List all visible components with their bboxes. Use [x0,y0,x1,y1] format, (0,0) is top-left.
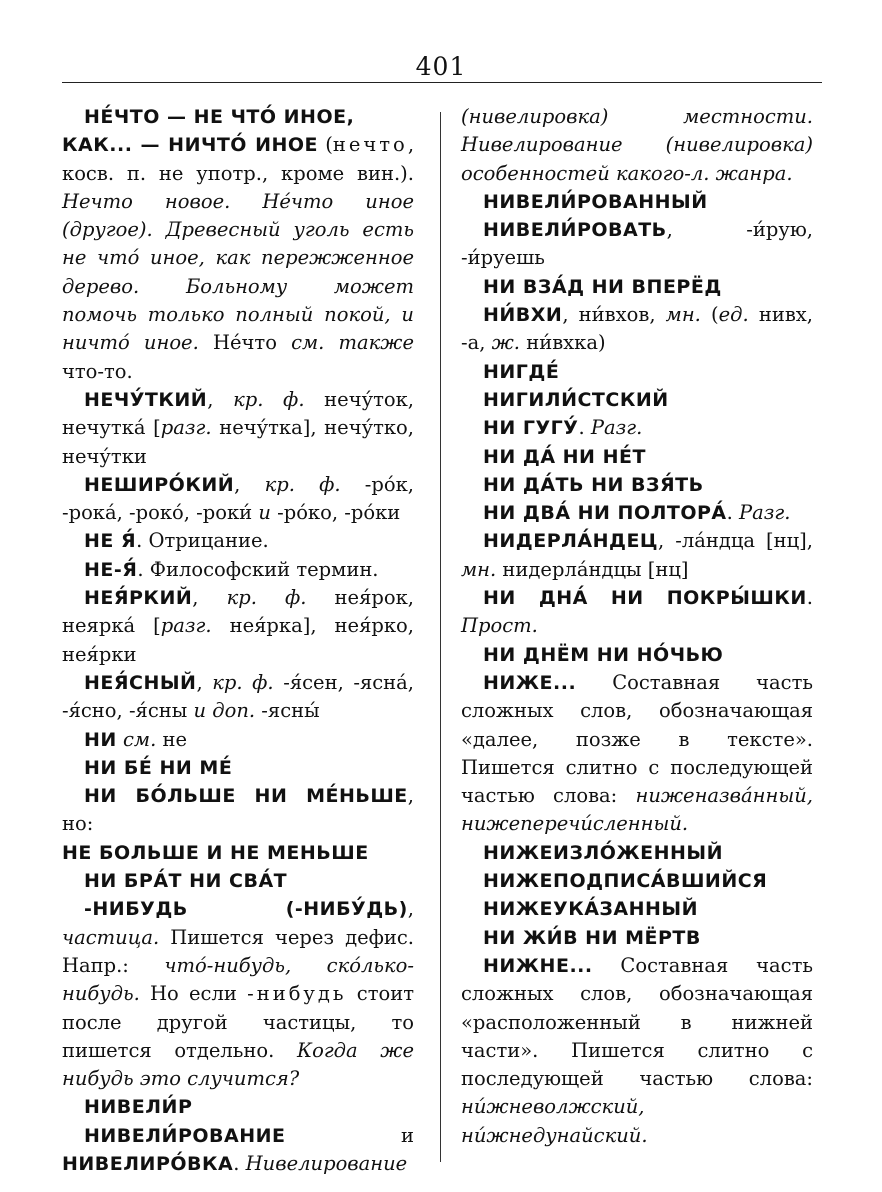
entry-text: нея́рок, неярка́ [ [62,586,414,638]
label-text: Разг. [739,501,791,525]
entry-text: , но: [62,784,414,836]
label-text: см. также [291,331,414,355]
entry-text: -ро́ко, -ро́ки [270,501,401,525]
entry-text: стоит после другой частицы, то пишется отдельно. [62,982,415,1062]
entry-text: , [196,670,213,694]
label-text: кр. ф. [264,472,341,496]
entry-text: . [726,501,740,525]
example-text: ни́жневолжский, ни́жнедунайский. [461,1095,648,1147]
entry-text: . [806,586,813,610]
label-text: кр. ф. [212,670,274,694]
page-number: 401 [415,52,467,81]
entry-text: не [156,727,188,751]
example-text: ниженазва́нный, нижеперечи́сленный. [461,784,813,836]
headword: НЕШИРО́КИЙ [84,473,235,496]
headword: НИЖЕ... [483,671,577,694]
entry-ni-da-ni-net [461,443,813,471]
entry-nizhe [461,669,813,839]
entry-nechto [62,103,414,386]
headword: НИ ЖИ́В НИ МЁРТВ [483,926,701,949]
headword: НИ ДВА́ НИ ПОЛТОРА́ [483,502,727,525]
example-text: Нечто новое. Не́что иное (другое). Древесный уголь есть не что́ иное, как пережженное дерево. Больному может помочь только полный покой, и ничто́ иное. [62,189,414,355]
entry-text: , -ла́ндца [нц], [658,529,813,553]
entry-neshirokiy [62,471,414,528]
label-text: и [258,501,271,525]
headword: НЕЧУ́ТКИЙ [84,388,208,411]
entry-text: . [233,1151,246,1175]
entry-ni-bolshe [62,782,414,867]
label-text: разг. [160,614,212,638]
entry-text: что-то. [62,359,133,383]
headword: НИВЕЛИ́Р [84,1096,193,1119]
entry-text: , [192,586,227,610]
entry-text: ( [700,303,719,327]
headword: НИВЕЛИ́РОВАТЬ [483,219,667,242]
entry-text: . [578,416,591,440]
entry-text: Пишется через дефис. Напр.: [62,925,414,977]
headword: НЕ Я́ [84,530,137,553]
headword: НИ БРА́Т НИ СВА́Т [84,870,288,893]
example-text: Когда же нибудь это случится? [62,1038,415,1091]
entry-text: , косв. п. не употр., кроме вин.). [62,133,415,185]
entry-text: -ясны́ [255,699,320,723]
label-text: мн. [665,303,701,327]
entry-neyasnyy [62,669,414,726]
entry-ni-gugu [461,414,813,442]
entry-nizheukazannyy [461,895,813,923]
label-text: разг. [160,416,212,440]
headword: НИ ДНА́ НИ ПОКРЫ́ШКИ [483,587,807,610]
entry-neyarkiy [62,584,414,669]
entry-ni-be-ni-me [62,754,414,782]
entry-text: ( [318,133,333,157]
label-text: частица. [62,925,160,949]
label-text: мн. [461,557,497,581]
entry-ni-dnyom [461,641,813,669]
entry-ni-vzad [461,273,813,301]
headword: НИГДЕ́ [483,360,560,383]
headword: -НИБУДЬ (-НИБУ́ДЬ) [84,898,408,921]
headword: НИВЕЛИ́РОВАННЫЙ [483,190,708,213]
headword: НИЖЕУКА́ЗАННЫЙ [483,898,699,921]
label-text: Прост. [461,614,538,638]
entry-nivelirovat [461,216,813,273]
entry-text: Не́что [198,331,292,355]
headword: НЕ БОЛЬШЕ И НЕ МЕНЬШЕ [62,841,369,864]
entry-ni [62,726,414,754]
entry-text: , ни́вхов, [562,303,666,327]
headword: НИВЕЛИРО́ВКА [62,1152,234,1175]
entry-ni-dna [461,584,813,641]
headword: НИ [84,728,117,751]
entry-ne-ya [62,527,414,555]
headword: НИ́ВХИ [483,304,563,327]
headword: НИВЕЛИ́РОВАНИЕ [84,1124,286,1147]
entry-text: нечу́ток, нечутка́ [ [62,387,414,440]
entry-nivelirovanie [62,1122,414,1179]
example-text: Нивелирование [245,1151,408,1175]
entry-text: . Философский термин. [137,557,379,581]
entry-niderlandets [461,527,813,584]
entry-text: нивх, -а, [461,303,813,355]
entry-nivelir [62,1093,414,1121]
headword: НИ БЕ́ НИ МЕ́ [84,756,233,779]
entry-text: Составная часть сложных слов, обозначающая «расположенный в нижней части». Пишется слитно с последующей частью слова: [461,953,813,1091]
label-text: кр. ф. [233,387,305,411]
column-divider [440,112,441,1162]
entry-text: . Отрицание. [136,529,269,553]
headword: НИ БО́ЛЬШЕ НИ МЕ́НЬШЕ [84,785,408,808]
headword: НИЖНЕ... [483,954,593,977]
entry-nigde [461,358,813,386]
entry-text: , [234,472,265,496]
headword: НИ ГУГУ́ [483,417,579,440]
entry-nizheizlozhennyy [461,839,813,867]
entry-nibud [62,895,414,1093]
label-text: Разг. [590,416,643,440]
headword: НЕ-Я́ [84,558,138,581]
entry-text: , [207,387,234,411]
entry-nizhepodpisavshiysya [461,867,813,895]
entry-nivkhi [461,301,813,358]
label-text: и доп. [193,699,256,723]
entry-text: нидерла́ндцы [нц] [496,557,689,581]
entry-nechutkiy [62,386,414,471]
headword: НИГИЛИ́СТСКИЙ [483,388,669,411]
entry-text: нечу́тка], нечу́тко, нечу́тки [62,416,414,468]
headword: КАК... — НИЧТО́ ИНОЕ [62,134,319,157]
entry-text: , -и́рую, -и́руешь [461,218,813,270]
entry-ni-dva [461,499,813,527]
headword: НИ ДА́ НИ НЕ́Т [483,445,646,468]
example-text: (нивелировка) местности. Нивелирование (нивелировка) особенностей какого-л. жанра. [461,105,813,185]
entry-text: и [285,1123,414,1147]
headword: НЕЯ́РКИЙ [84,587,193,610]
right-column [461,103,813,1150]
entry-nivelirovannyy [461,188,813,216]
headword: НИДЕРЛА́НДЕЦ [483,530,659,553]
label-text: ж. [491,331,520,355]
entry-nizhne [461,952,813,1150]
headword: НЕЯ́СНЫЙ [84,671,197,694]
label-text: см. [123,727,157,751]
entry-ni-brat [62,867,414,895]
entry-text: -ро́к, -рока́, -роко́, -роки́ [62,472,414,525]
entry-text: ни́вхка) [520,331,606,355]
entry-text: -я́сен, -ясна́, -я́сно, -я́сны [62,670,414,723]
example-text: что́-нибудь, ско́лько-нибудь. [62,953,414,1006]
left-column [62,103,414,1178]
headword: НЕ́ЧТО — НЕ ЧТО́ ИНОЕ, [84,106,355,128]
headword: НИ ДА́ТЬ НИ ВЗЯ́ТЬ [483,473,704,496]
headword: НИЖЕИЗЛО́ЖЕННЫЙ [483,841,724,864]
entry-text: нея́рка], нея́рко, нея́рки [62,614,414,666]
spaced-word: нечто [332,133,408,157]
headword: НИ ВЗА́Д НИ ВПЕРЁД [483,275,722,298]
entry-text: , [407,897,414,921]
entry-ni-zhiv [461,924,813,952]
entry-text: Составная часть сложных слов, обозначающая «далее, позже в тексте». Пишется слитно с последующей частью слова: [461,670,813,808]
spaced-word: -нибудь [247,982,347,1006]
headword: НИ ДНЁМ НИ НО́ЧЬЮ [483,643,724,666]
entry-nivelirovanie-cont [461,103,813,188]
entry-text: Но если [139,982,248,1006]
entry-nigilistskiy [461,386,813,414]
header-rule [62,82,822,83]
entry-ni-dat [461,471,813,499]
headword: НИЖЕПОДПИСА́ВШИЙСЯ [483,870,768,893]
entry-ne-ya-phil [62,556,414,584]
label-text: кр. ф. [226,586,307,610]
label-text: ед. [718,303,749,327]
